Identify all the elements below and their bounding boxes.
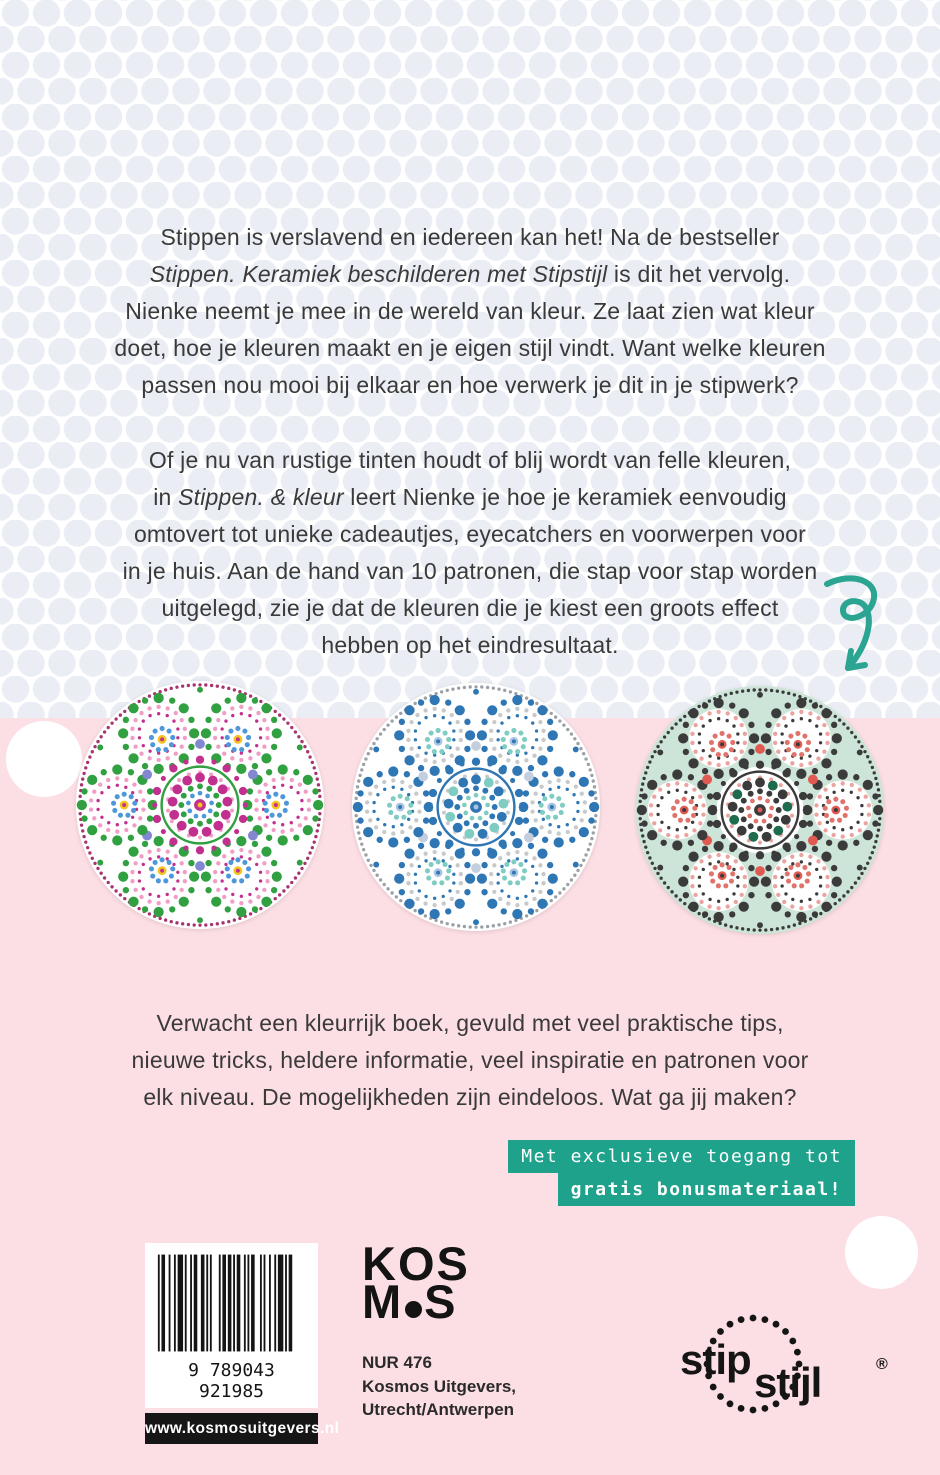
stipstijl-word1: stip [680,1336,751,1383]
registered-trademark-icon: ® [876,1356,888,1373]
barcode-block [145,1243,340,1444]
curly-arrow-icon [822,574,888,694]
nur-code: NUR 476 [362,1353,432,1372]
decor-white-circle-left [6,721,82,797]
description-paragraph: Of je nu van rustige tinten houdt of blij wordt van felle kleuren, in Stippen. & kleur leert Nienke je hoe je keramiek eenvoudig omtovert tot unieke cadeautjes, eyecatchers en voorwerpen voor in je huis. Aan de hand van 10 patronen, die stap voor stap worden uitgelegd, zie je dat de kleuren die je kiest een groots effect hebben op het eindresultaat. [122,447,818,658]
decor-white-circle-right [845,1216,918,1289]
intro-paragraph: Stippen is verslavend en iedereen kan het! Na de bestseller Stippen. Keramiek beschilderen met Stipstijl is dit het vervolg. Nienke neemt je mee in de wereld van kleur. Ze laat zien wat kleur doet, hoe je kleuren maakt en je eigen stijl vindt. Want welke kleuren passen nou mooi bij elkaar en hoe verwerk je dit in je stipwerk? [114,224,826,398]
kosmos-logo [362,1237,470,1328]
isbn-number: 9 789043 921985 [188,1360,275,1402]
bonus-material-badge [508,1140,855,1206]
publisher-city: Utrecht/Antwerpen [362,1400,515,1419]
barcode-bars [154,1253,309,1353]
barcode [145,1243,318,1408]
closing-paragraph: Verwacht een kleurrijk boek, gevuld met veel praktische tips, nieuwe tricks, heldere informatie, veel inspiratie en patronen voor elk niveau. De mogelijkheden zijn eindeloos. Wat ga jij maken? [131,1010,809,1110]
publisher-name: Kosmos Uitgevers, [362,1376,516,1396]
badge-line-2: gratis bonusmateriaal! [558,1173,855,1206]
badge-line-1: Met exclusieve toegang tot [508,1140,855,1173]
kosmos-logo-line2: M S [362,1275,458,1328]
kosmos-dot-icon [405,1301,422,1318]
dot-mandala-plate-blue [348,679,604,935]
stipstijl-word2: stijl [754,1359,822,1406]
stipstijl-logo [678,1302,913,1437]
dot-mandala-plate-mint-coral [632,682,888,938]
kosmos-logo-line1: KOS [362,1237,470,1290]
publisher-info [362,1351,516,1422]
dot-mandala-plate-pink-green [72,677,328,933]
publisher-url: www.kosmosuitgevers.nl [145,1413,318,1444]
